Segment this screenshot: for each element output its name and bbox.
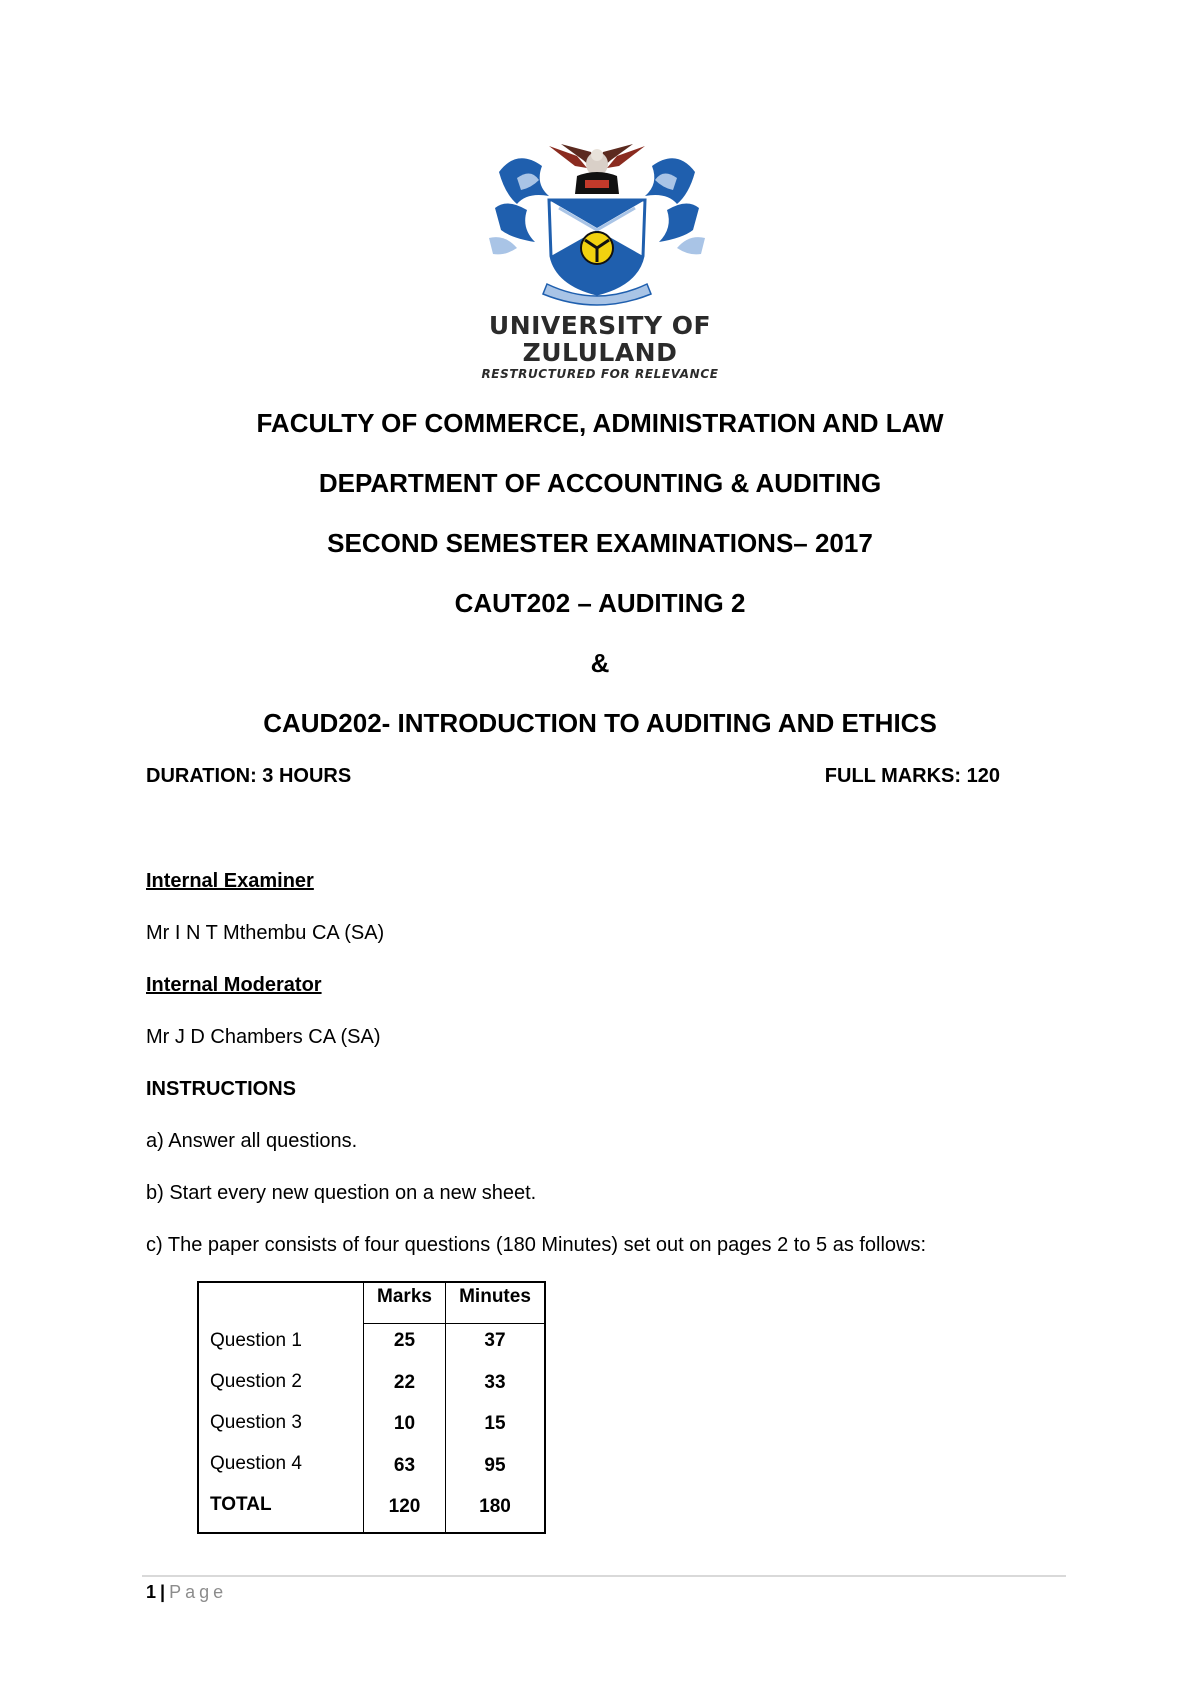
- ampersand-heading: &: [590, 648, 610, 678]
- exam-heading: SECOND SEMESTER EXAMINATIONS– 2017: [327, 528, 873, 558]
- instruction-item: c) The paper consists of four questions (180 Minutes) set out on pages 2 to 5 as follows:: [146, 1234, 927, 1256]
- question-marks-table: [197, 1281, 546, 1534]
- university-crest-logo: [487, 138, 707, 306]
- table-cell-marks: 63: [393, 1455, 416, 1476]
- course-heading-2: CAUD202- INTRODUCTION TO AUDITING AND ETHICS: [263, 708, 937, 738]
- table-header-marks: Marks: [377, 1286, 432, 1307]
- table-cell-minutes: 95: [484, 1455, 506, 1476]
- table-cell-minutes: 15: [484, 1413, 506, 1434]
- instructions-label: INSTRUCTIONS: [146, 1078, 296, 1100]
- page-footer: [146, 1582, 227, 1603]
- table-divider: [363, 1283, 364, 1532]
- university-name: [440, 312, 760, 366]
- duration-text: DURATION: 3 HOURS: [146, 765, 352, 787]
- full-marks-text: FULL MARKS: 120: [824, 765, 1000, 787]
- university-motto: RESTRUCTURED FOR RELEVANCE: [481, 367, 719, 381]
- table-cell-marks: 25: [393, 1330, 416, 1351]
- internal-examiner-name: Mr I N T Mthembu CA (SA): [146, 922, 385, 944]
- table-header-minutes: Minutes: [459, 1286, 531, 1307]
- table-cell-minutes: 33: [484, 1372, 506, 1393]
- table-cell-minutes: 37: [484, 1330, 506, 1351]
- faculty-heading: FACULTY OF COMMERCE, ADMINISTRATION AND LAW: [256, 408, 944, 438]
- table-row-label: Question 2: [210, 1371, 302, 1392]
- table-row-label: Question 1: [210, 1330, 302, 1351]
- instruction-item: b) Start every new question on a new sheet.: [146, 1182, 537, 1204]
- university-name-line1: UNIVERSITY OF: [488, 311, 712, 340]
- internal-examiner-label: Internal Examiner: [146, 870, 314, 892]
- table-divider: [445, 1283, 446, 1532]
- instruction-item: a) Answer all questions.: [146, 1130, 358, 1152]
- department-heading: DEPARTMENT OF ACCOUNTING & AUDITING: [318, 468, 882, 498]
- table-row-label: Question 3: [210, 1412, 302, 1433]
- table-total-label: TOTAL: [210, 1494, 272, 1515]
- footer-divider: [142, 1575, 1066, 1577]
- university-name-line2: ZULULAND: [522, 338, 678, 367]
- table-cell-marks: 10: [393, 1413, 416, 1434]
- table-header-rule: [363, 1323, 544, 1324]
- table-total-minutes: 180: [479, 1496, 511, 1517]
- page-label: Page: [169, 1582, 228, 1602]
- page-number: 1: [146, 1582, 157, 1602]
- table-total-marks: 120: [388, 1496, 421, 1517]
- table-row-label: Question 4: [210, 1453, 302, 1474]
- internal-moderator-label: Internal Moderator: [146, 974, 322, 996]
- course-heading-1: CAUT202 – AUDITING 2: [454, 588, 746, 618]
- table-cell-marks: 22: [393, 1372, 416, 1393]
- page-separator: |: [160, 1582, 166, 1602]
- internal-moderator-name: Mr J D Chambers CA (SA): [146, 1026, 381, 1048]
